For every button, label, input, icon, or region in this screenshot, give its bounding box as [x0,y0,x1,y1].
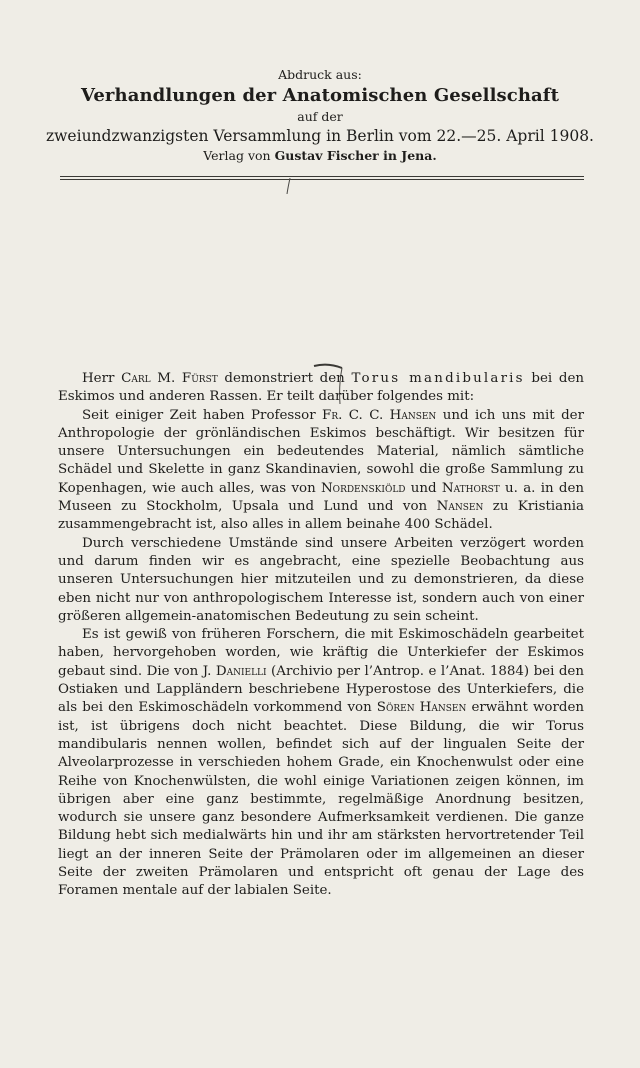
publisher-name: Gustav Fischer in Jena. [274,148,437,163]
article-body [58,370,584,901]
paragraph-intro [58,370,584,407]
header-rule-bottom [60,179,584,180]
person-name: Fr. C. C. Hansen [322,407,437,423]
journal-title: Verhandlungen der Anatomischen Gesellschaft [80,85,560,106]
header-connector: auf der [297,109,343,124]
person-name: Nansen [436,499,484,515]
person-name: Nathorst [441,480,500,496]
paragraph-delay: Durch verschiedene Umstände sind unsere Arbeiten verzögert worden und darum finden wir es angebracht, eine spezielle Beobachtung aus unseren Untersuchungen hier mitzuteilen und zu demonstrieren, da diese eben nicht nur von anthropologischem Interesse ist, sondern auch von einer größeren allgemein-anatomischen Bedeutung zu sein scheint. [58,535,584,624]
publisher-prefix: Verlag von [203,148,275,163]
text-run: Seit einiger Zeit haben Professor [82,407,323,423]
text-run: und ich uns mit der Anthropologie der grönländischen Eskimos beschäftigt. Wir besitzen für unsere Untersuchungen ein bedeutendes Material, nämlich sämtliche Schädel und Skelette in ganz Skandinavien, sowohl die große Sammlung zu Kopenhagen, wie auch alles, was von [58,407,584,496]
header-rule-top [60,176,584,177]
offprint-note: Abdruck aus: [278,67,362,82]
person-name: Danielli [215,663,267,679]
author-first-name: Carl [121,371,151,386]
person-name: Nordenskiöld [320,480,406,496]
text-run: erwähnt worden ist, ist übrigens doch nicht beachtet. Diese Bildung, die wir Torus mandibularis nennen wollen, befindet sich auf der lingualen Seite der Alveolarprozesse in verschieden hohem Grade, ein Knochenwulst oder eine Reihe von Knochenwülsten, die wohl einige Variationen zeigen können, im übrigen aber eine ganz bestimmte, regelmäßige Anordnung besitzen, wodurch sie unsere ganz besondere Aufmerksamkeit verdienen. Die ganze Bildung hebt sich medialwärts hin und ihr am stärksten hervortretender Teil liegt an der inneren Seite der Prämolaren oder im allgemeinen an dieser Seite der zweiten Prämolaren und entspricht oft genau der Lage des Foramen mentale auf der labialen Seite. [58,700,584,899]
emphasized-term: Torus mandibularis [351,371,525,386]
text-run: Es ist gewiß von früheren Forschern, die mit Eskimoschädeln gearbeitet haben, hervorgehoben worden, wie kräftig die Unterkiefer der Eskimos gebaut sind. Die von J. [58,627,584,679]
publisher-line [0,147,640,165]
text-run: bei den Eskimos und anderen Rassen. Er teilt darüber folgendes mit: [58,371,585,405]
offprint-header [0,66,640,165]
text-run: u. a. in den Museen zu Stockholm, Upsala und Lund und von [58,480,584,515]
pencil-mark-top [284,178,294,194]
text-run: demonstriert den [217,371,352,386]
text-run: M. [150,371,182,386]
text-run: Herr [82,371,122,386]
author-surname: Fürst [181,371,218,386]
text-run: und [405,480,442,496]
text-run: zu Kristiania zusammengebracht ist, also alles in allem beinahe 400 Schädel. [58,499,584,533]
text-run: (Archivio per l’Antrop. e l’Anat. 1884) bei den Ostiaken und Lappländern beschriebene Hyperostose des Unterkiefers, die als bei den Eskimoschädeln vorkommend von [58,663,584,716]
meeting-info: zweiundzwanzigsten Versammlung in Berlin vom 22.—25. April 1908. [46,127,594,145]
person-name: Sören Hansen [376,700,467,716]
paragraph-material [58,407,584,535]
paragraph-torus [58,626,584,900]
